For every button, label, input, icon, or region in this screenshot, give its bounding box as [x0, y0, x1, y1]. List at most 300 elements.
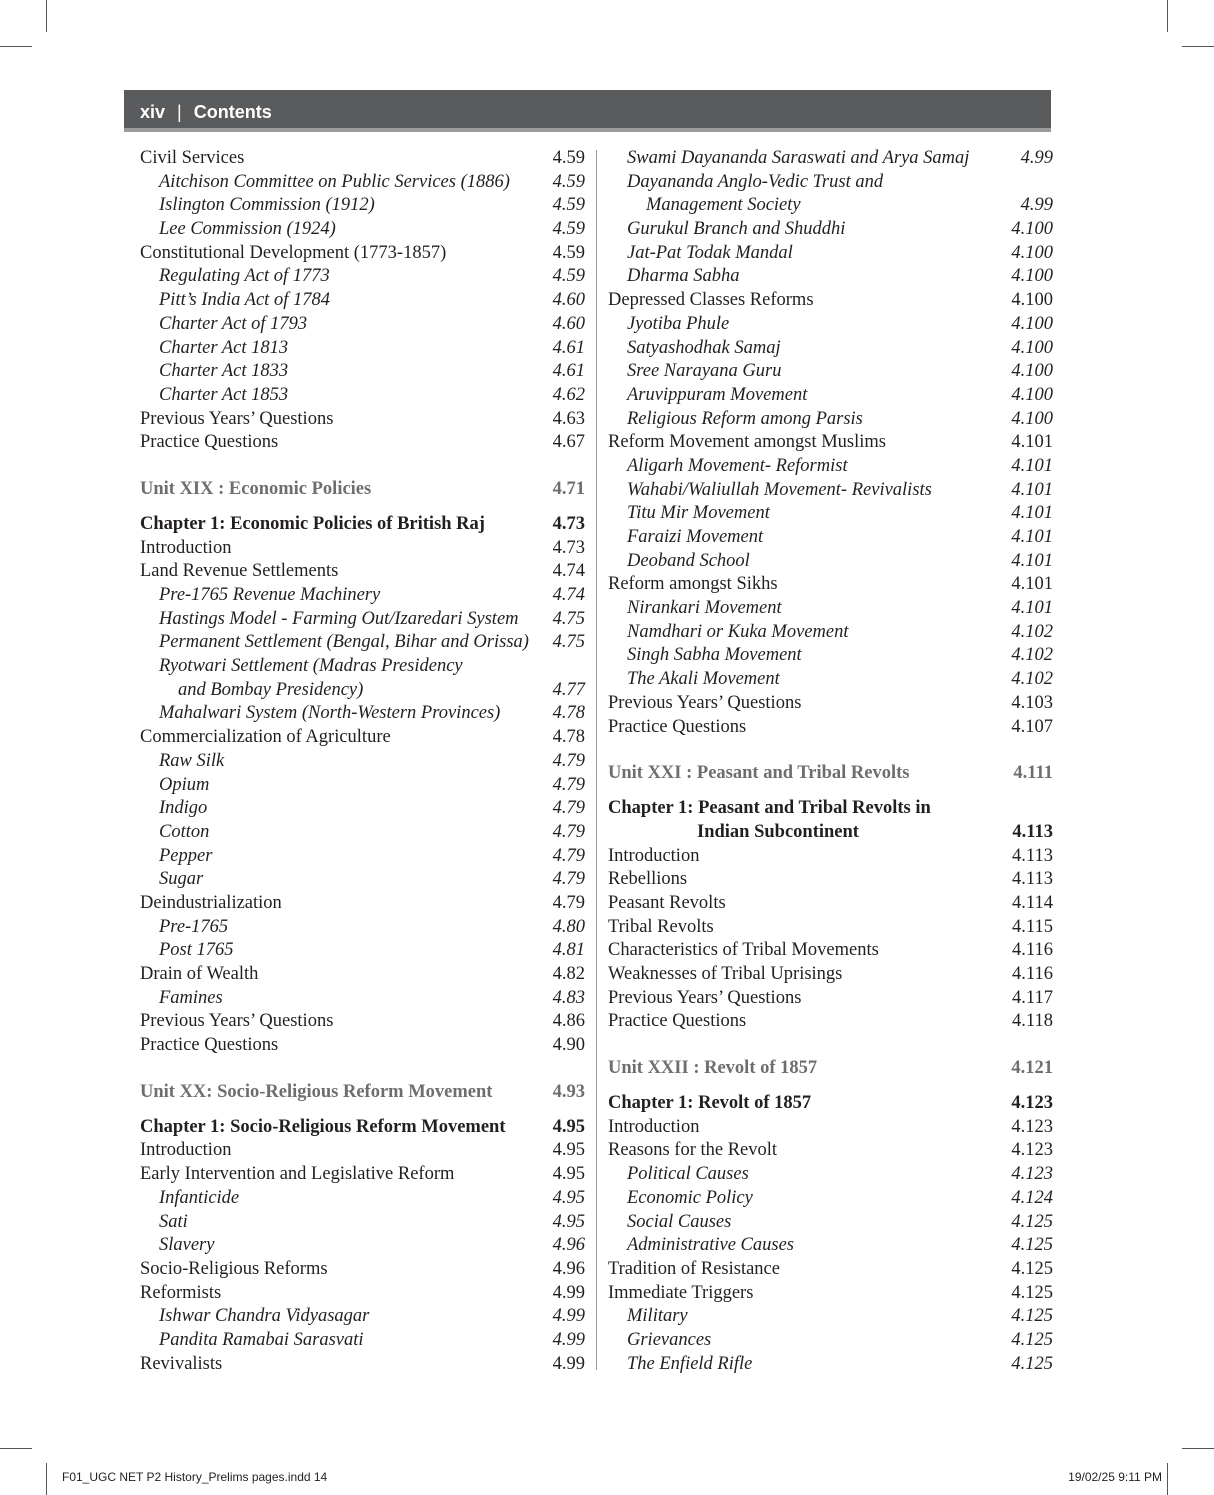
toc-entry-page: 4.125	[1011, 1353, 1053, 1374]
toc-unit-heading[interactable]	[608, 762, 1053, 786]
toc-entry[interactable]	[608, 455, 1053, 479]
crop-mark	[0, 1448, 32, 1449]
toc-entry[interactable]	[608, 313, 1053, 337]
toc-entry[interactable]	[140, 963, 585, 987]
toc-entry-page: 4.59	[552, 171, 585, 192]
toc-entry-page: 4.100	[1011, 337, 1053, 358]
toc-entry-page: 4.74	[552, 585, 585, 605]
toc-entry[interactable]	[608, 1211, 1053, 1235]
toc-entry[interactable]	[608, 1305, 1053, 1329]
crop-mark	[1167, 1463, 1168, 1495]
toc-entry-title: Practice Questions	[140, 1035, 279, 1056]
toc-entry-title: Tradition of Resistance	[608, 1258, 780, 1279]
toc-entry-page: 4.59	[552, 219, 585, 240]
toc-entry-title: Land Revenue Settlements	[140, 561, 339, 582]
toc-chapter-heading[interactable]	[608, 797, 1053, 821]
crop-mark	[1182, 46, 1214, 47]
toc-entry[interactable]	[140, 916, 585, 940]
toc-entry-page: 4.125	[1011, 1329, 1053, 1350]
toc-entry-title: and Bombay Presidency)	[178, 679, 364, 700]
toc-entry-page: 4.77	[552, 679, 585, 700]
toc-entry[interactable]	[140, 337, 585, 361]
toc-entry-title: Cotton	[159, 821, 210, 842]
toc-entry[interactable]	[140, 147, 585, 171]
toc-entry[interactable]	[140, 1305, 585, 1329]
toc-entry-title: Pre-1765 Revenue Machinery	[159, 585, 381, 605]
toc-entry-title: Ishwar Chandra Vidyasagar	[159, 1306, 370, 1327]
toc-entry-page: 4.102	[1011, 621, 1053, 642]
toc-entry[interactable]	[140, 702, 585, 726]
toc-entry[interactable]	[608, 987, 1053, 1011]
toc-entry-title: Dayananda Anglo-Vedic Trust and	[627, 171, 884, 192]
toc-entry-page: 4.102	[1011, 669, 1053, 690]
toc-entry-title: Practice Questions	[140, 432, 279, 453]
toc-entry-title: Indian Subcontinent	[697, 821, 859, 842]
toc-entry-page: 4.99	[552, 1282, 585, 1303]
toc-entry-title: Reasons for the Revolt	[608, 1140, 778, 1161]
toc-entry-page: 4.100	[1011, 219, 1053, 240]
toc-entry-page: 4.101	[1011, 479, 1053, 500]
toc-entry[interactable]	[140, 218, 585, 242]
toc-entry-title: The Enfield Rifle	[627, 1353, 753, 1374]
toc-entry-title: Sree Narayana Guru	[627, 361, 782, 382]
toc-entry[interactable]	[140, 171, 585, 195]
toc-entry-page: 4.79	[552, 869, 585, 890]
toc-entry-page: 4.86	[552, 1011, 585, 1032]
toc-entry-page: 4.75	[552, 608, 585, 629]
toc-entry-title: Chapter 1: Economic Policies of British Raj	[140, 513, 485, 534]
toc-entry-page: 4.63	[552, 408, 585, 429]
toc-entry[interactable]	[608, 1282, 1053, 1306]
toc-entry-page: 4.103	[1011, 692, 1053, 713]
toc-entry[interactable]	[608, 916, 1053, 940]
toc-entry-title: Management Society	[646, 195, 801, 216]
toc-entry-title: Slavery	[159, 1235, 215, 1256]
toc-entry[interactable]	[608, 384, 1053, 408]
toc-entry[interactable]	[140, 560, 585, 584]
toc-entry-title: Previous Years’ Questions	[140, 408, 334, 429]
toc-entry[interactable]	[608, 868, 1053, 892]
toc-entry[interactable]	[608, 573, 1053, 597]
toc-entry-title: Constitutional Development (1773-1857)	[140, 242, 447, 263]
toc-entry-page: 4.101	[1011, 503, 1053, 524]
toc-entry-page: 4.101	[1011, 550, 1053, 571]
toc-entry-title: Infanticide	[159, 1187, 240, 1208]
toc-entry-page: 4.95	[552, 1211, 585, 1232]
toc-entry-title: Sati	[159, 1211, 188, 1232]
toc-entry[interactable]	[140, 655, 585, 679]
toc-entry[interactable]	[608, 337, 1053, 361]
toc-entry-page: 4.101	[1011, 455, 1053, 476]
toc-entry[interactable]	[608, 845, 1053, 869]
toc-entry-title: Post 1765	[159, 940, 234, 961]
toc-entry-title: Hastings Model - Farming Out/Izaredari System	[159, 608, 519, 629]
toc-entry[interactable]	[140, 289, 585, 313]
crop-mark	[1167, 0, 1168, 32]
toc-entry-title: Social Causes	[627, 1211, 732, 1232]
toc-entry-page: 4.73	[552, 513, 585, 534]
toc-entry-page: 4.101	[1011, 432, 1053, 453]
toc-entry-page: 4.59	[552, 195, 585, 216]
toc-entry[interactable]	[608, 194, 1053, 218]
toc-entry-page: 4.60	[552, 313, 585, 334]
toc-entry-page: 4.99	[552, 1353, 585, 1374]
toc-entry-page: 4.83	[552, 987, 585, 1008]
page-number: xiv	[140, 101, 166, 122]
toc-entry-title: Unit XXII : Revolt of 1857	[608, 1058, 818, 1079]
toc-entry[interactable]	[608, 668, 1053, 692]
toc-entry[interactable]	[140, 868, 585, 892]
toc-unit-heading[interactable]	[608, 1057, 1053, 1081]
toc-entry-page: 4.102	[1011, 645, 1053, 666]
toc-entry-page: 4.79	[552, 892, 585, 913]
toc-entry[interactable]	[608, 479, 1053, 503]
toc-entry[interactable]	[608, 171, 1053, 195]
toc-entry[interactable]	[608, 1139, 1053, 1163]
toc-entry[interactable]	[140, 821, 585, 845]
toc-entry-title: Namdhari or Kuka Movement	[627, 621, 849, 642]
toc-entry-page: 4.123	[1011, 1164, 1053, 1185]
footer-timestamp: 19/02/25 9:11 PM	[1068, 1470, 1162, 1484]
toc-entry-title: Faraizi Movement	[627, 527, 764, 547]
toc-entry[interactable]	[140, 537, 585, 561]
toc-entry[interactable]	[608, 1163, 1053, 1187]
toc-entry-title: Aligarh Movement- Reformist	[627, 455, 848, 476]
toc-entry-title: Islington Commission (1912)	[159, 195, 375, 216]
toc-entry-page: 4.59	[552, 242, 585, 263]
toc-entry-title: Administrative Causes	[627, 1235, 795, 1256]
toc-entry[interactable]	[608, 1116, 1053, 1140]
toc-entry-title: Reformists	[140, 1282, 222, 1303]
toc-entry-page: 4.79	[552, 821, 585, 842]
toc-entry-title: Jat-Pat Todak Mandal	[627, 242, 793, 263]
toc-entry[interactable]	[608, 242, 1053, 266]
toc-entry[interactable]	[608, 1329, 1053, 1353]
toc-entry-title: Famines	[159, 987, 223, 1008]
toc-entry-page: 4.107	[1011, 716, 1053, 737]
crop-mark	[46, 0, 47, 32]
toc-entry-page: 4.95	[552, 1187, 585, 1208]
toc-entry-title: Aruvippuram Movement	[627, 384, 808, 405]
toc-entry[interactable]	[608, 939, 1053, 963]
toc-entry-page: 4.100	[1011, 313, 1053, 334]
toc-entry[interactable]	[140, 726, 585, 750]
toc-entry-title: Jyotiba Phule	[627, 313, 730, 334]
toc-entry[interactable]	[140, 1034, 585, 1058]
crop-mark	[46, 1463, 47, 1495]
toc-entry-title: Tribal Revolts	[608, 916, 714, 937]
toc-entry-title: Indigo	[159, 798, 208, 819]
toc-entry-page: 4.113	[1012, 869, 1053, 890]
toc-entry-title: Wahabi/Waliullah Movement- Revivalists	[627, 479, 932, 500]
toc-entry-page: 4.121	[1011, 1058, 1053, 1079]
toc-entry-page: 4.125	[1011, 1306, 1053, 1327]
toc-entry-page: 4.100	[1011, 242, 1053, 263]
crop-mark	[1182, 1448, 1214, 1449]
toc-entry-title: Commercialization of Agriculture	[140, 727, 391, 748]
toc-entry[interactable]	[140, 1163, 585, 1187]
toc-entry-page: 4.118	[1012, 1011, 1053, 1032]
toc-entry-page: 4.117	[1012, 987, 1053, 1008]
toc-entry-title: Immediate Triggers	[608, 1282, 754, 1303]
toc-unit-heading[interactable]	[140, 478, 585, 502]
toc-entry-title: Introduction	[608, 1116, 700, 1137]
toc-entry[interactable]	[140, 1010, 585, 1034]
toc-entry-title: Charter Act 1813	[159, 337, 289, 358]
toc-entry-title: Unit XIX : Economic Policies	[140, 478, 372, 499]
toc-entry-page: 4.82	[552, 964, 585, 984]
toc-entry-title: Charter Act 1853	[159, 384, 289, 405]
toc-entry-title: Unit XXI : Peasant and Tribal Revolts	[608, 763, 910, 784]
toc-entry-title: Economic Policy	[627, 1187, 753, 1208]
toc-entry-page: 4.101	[1011, 574, 1053, 595]
toc-entry-page: 4.100	[1011, 361, 1053, 382]
toc-entry-title: Singh Sabha Movement	[627, 645, 802, 666]
toc-entry-title: Military	[627, 1306, 688, 1327]
toc-entry-page: 4.75	[552, 632, 585, 653]
toc-entry[interactable]	[140, 1234, 585, 1258]
toc-entry-title: Rebellions	[608, 869, 688, 890]
toc-entry-title: Revivalists	[140, 1353, 223, 1374]
page-header	[140, 99, 272, 125]
toc-entry-title: Deindustrialization	[140, 892, 282, 913]
toc-entry-title: Reform Movement amongst Muslims	[608, 432, 886, 453]
toc-entry-page: 4.93	[552, 1081, 585, 1102]
toc-entry-page: 4.96	[552, 1258, 585, 1279]
toc-chapter-heading[interactable]	[608, 1092, 1053, 1116]
toc-entry-page: 4.116	[1012, 964, 1053, 984]
toc-entry-title: Dharma Sabha	[627, 266, 740, 287]
toc-entry-page: 4.101	[1011, 527, 1053, 547]
toc-chapter-heading[interactable]	[140, 513, 585, 537]
toc-entry-title: Practice Questions	[608, 716, 747, 737]
toc-entry[interactable]	[140, 313, 585, 337]
toc-entry[interactable]	[140, 797, 585, 821]
toc-entry-title: Opium	[159, 774, 210, 795]
toc-entry[interactable]	[140, 774, 585, 798]
toc-entry-page: 4.123	[1011, 1140, 1053, 1161]
footer-file: F01_UGC NET P2 History_Prelims pages.indd 14	[62, 1470, 328, 1484]
toc-entry[interactable]	[140, 750, 585, 774]
toc-entry[interactable]	[608, 892, 1053, 916]
toc-entry-title: Chapter 1: Revolt of 1857	[608, 1093, 812, 1114]
toc-entry-page: 4.99	[1020, 195, 1053, 216]
toc-entry-title: Satyashodhak Samaj	[627, 337, 781, 358]
toc-entry-title: Characteristics of Tribal Movements	[608, 940, 879, 961]
toc-entry[interactable]	[608, 550, 1053, 574]
toc-entry[interactable]	[608, 621, 1053, 645]
toc-right-column	[608, 147, 1053, 1376]
toc-entry-title: Introduction	[140, 1140, 232, 1161]
toc-entry[interactable]	[140, 1187, 585, 1211]
toc-entry-title: Regulating Act of 1773	[159, 266, 330, 287]
toc-entry-title: Grievances	[627, 1329, 712, 1350]
toc-entry[interactable]	[140, 939, 585, 963]
toc-entry-page: 4.100	[1011, 290, 1053, 311]
toc-entry-page: 4.125	[1011, 1235, 1053, 1256]
toc-entry-title: Lee Commission (1924)	[159, 219, 336, 240]
toc-entry[interactable]	[608, 502, 1053, 526]
toc-entry-title: Pepper	[159, 845, 213, 866]
toc-entry[interactable]	[140, 1211, 585, 1235]
toc-entry-title: Mahalwari System (North-Western Provinces)	[159, 703, 501, 724]
toc-entry[interactable]	[140, 892, 585, 916]
toc-entry-title: Previous Years’ Questions	[608, 987, 802, 1008]
toc-entry-page: 4.79	[552, 845, 585, 866]
toc-entry-page: 4.78	[552, 727, 585, 748]
toc-entry-page: 4.125	[1011, 1258, 1053, 1279]
toc-entry[interactable]	[140, 1258, 585, 1282]
header-separator: |	[177, 101, 182, 122]
toc-entry-page: 4.123	[1011, 1116, 1053, 1137]
toc-chapter-heading[interactable]	[140, 1116, 585, 1140]
toc-entry[interactable]	[140, 608, 585, 632]
toc-entry[interactable]	[140, 1329, 585, 1353]
toc-entry-page: 4.99	[1020, 148, 1053, 168]
toc-entry-title: Pre-1765	[159, 916, 229, 937]
toc-entry[interactable]	[608, 692, 1053, 716]
toc-entry-page: 4.79	[552, 774, 585, 795]
toc-entry-page: 4.101	[1011, 598, 1053, 619]
toc-entry-page: 4.61	[552, 361, 585, 382]
toc-entry-page: 4.62	[552, 384, 585, 405]
toc-entry[interactable]	[608, 644, 1053, 668]
toc-entry-page: 4.59	[552, 266, 585, 287]
toc-entry-title: Depressed Classes Reforms	[608, 290, 814, 311]
toc-entry[interactable]	[140, 1353, 585, 1377]
toc-entry-title: Civil Services	[140, 148, 245, 168]
toc-entry[interactable]	[140, 431, 585, 455]
toc-entry-title: Chapter 1: Socio-Religious Reform Movement	[140, 1116, 506, 1137]
toc-entry-title: Raw Silk	[159, 750, 225, 771]
toc-left-column	[140, 147, 585, 1376]
toc-entry[interactable]	[608, 360, 1053, 384]
toc-entry-page: 4.114	[1012, 892, 1053, 913]
toc-entry[interactable]	[140, 1282, 585, 1306]
toc-entry[interactable]	[140, 194, 585, 218]
toc-entry-page: 4.79	[552, 798, 585, 819]
toc-entry[interactable]	[608, 963, 1053, 987]
toc-entry-page: 4.124	[1011, 1187, 1053, 1208]
toc-entry-title: Swami Dayananda Saraswati and Arya Samaj	[627, 148, 970, 168]
toc-entry-title: Practice Questions	[608, 1011, 747, 1032]
toc-entry-title: Introduction	[608, 845, 700, 866]
toc-entry[interactable]	[608, 431, 1053, 455]
toc-entry-page: 4.61	[552, 337, 585, 358]
toc-entry-title: Early Intervention and Legislative Reform	[140, 1164, 455, 1185]
toc-chapter-heading-cont[interactable]	[608, 821, 1053, 845]
toc-entry-title: Charter Act 1833	[159, 361, 289, 382]
toc-entry-title: Reform amongst Sikhs	[608, 574, 778, 595]
toc-entry[interactable]	[140, 360, 585, 384]
toc-entry-page: 4.125	[1011, 1211, 1053, 1232]
column-divider	[596, 150, 597, 1370]
toc-entry-page: 4.95	[552, 1140, 585, 1161]
toc-entry-title: Ryotwari Settlement (Madras Presidency	[159, 656, 463, 677]
toc-entry-page: 4.96	[552, 1235, 585, 1256]
toc-entry-title: Permanent Settlement (Bengal, Bihar and Orissa)	[159, 632, 529, 653]
toc-entry-page: 4.95	[552, 1164, 585, 1185]
toc-entry-title: Previous Years’ Questions	[608, 692, 802, 713]
toc-entry[interactable]	[140, 631, 585, 655]
toc-entry[interactable]	[140, 242, 585, 266]
toc-entry[interactable]	[608, 597, 1053, 621]
toc-entry-page: 4.123	[1011, 1093, 1053, 1114]
toc-entry-title: The Akali Movement	[627, 669, 780, 690]
toc-entry-title: Deoband School	[627, 550, 750, 571]
toc-entry-page: 4.81	[552, 940, 585, 961]
toc-entry-title: Introduction	[140, 537, 232, 558]
toc-unit-heading[interactable]	[140, 1081, 585, 1105]
toc-entry[interactable]	[608, 1258, 1053, 1282]
toc-entry[interactable]	[608, 1353, 1053, 1377]
toc-entry-page: 4.113	[1012, 821, 1053, 842]
toc-entry-page: 4.113	[1012, 845, 1053, 866]
toc-entry-page: 4.100	[1011, 384, 1053, 405]
toc-entry[interactable]	[608, 1187, 1053, 1211]
toc-entry-title: Nirankari Movement	[627, 598, 782, 619]
toc-entry-title: Religious Reform among Parsis	[627, 408, 863, 429]
toc-entry-title: Gurukul Branch and Shuddhi	[627, 219, 846, 240]
toc-entry-page: 4.125	[1011, 1282, 1053, 1303]
toc-entry-page: 4.67	[552, 432, 585, 453]
toc-entry-page: 4.115	[1012, 916, 1053, 937]
toc-entry-page: 4.71	[552, 478, 585, 499]
toc-entry-title: Weaknesses of Tribal Uprisings	[608, 964, 843, 984]
toc-entry-page: 4.78	[552, 703, 585, 724]
toc-entry[interactable]	[608, 1234, 1053, 1258]
toc-entry-page: 4.99	[552, 1329, 585, 1350]
toc-entry[interactable]	[140, 987, 585, 1011]
toc-entry-title: Peasant Revolts	[608, 892, 726, 913]
toc-entry-page: 4.90	[552, 1035, 585, 1056]
toc-entry[interactable]	[608, 147, 1053, 171]
toc-entry-title: Political Causes	[627, 1164, 749, 1185]
toc-entry-title: Unit XX: Socio-Religious Reform Movement	[140, 1081, 493, 1102]
toc-entry[interactable]	[608, 1010, 1053, 1034]
toc-entry-page: 4.74	[552, 561, 585, 582]
toc-entry[interactable]	[140, 845, 585, 869]
toc-entry-title: Aitchison Committee on Public Services (1886)	[159, 171, 510, 192]
toc-entry-title: Previous Years’ Questions	[140, 1011, 334, 1032]
toc-entry[interactable]	[140, 584, 585, 608]
toc-entry-title: Charter Act of 1793	[159, 313, 308, 334]
toc-entry[interactable]	[608, 218, 1053, 242]
toc-entry[interactable]	[140, 384, 585, 408]
toc-entry-page: 4.79	[552, 750, 585, 771]
toc-entry[interactable]	[140, 265, 585, 289]
toc-entry-page: 4.111	[1013, 763, 1053, 784]
toc-entry[interactable]	[608, 526, 1053, 550]
toc-entry[interactable]	[140, 408, 585, 432]
toc-entry-page: 4.100	[1011, 266, 1053, 287]
toc-entry-page: 4.59	[552, 148, 585, 168]
toc-entry-title: Pitt’s India Act of 1784	[159, 290, 330, 311]
toc-entry[interactable]	[140, 679, 585, 703]
toc-entry-page: 4.99	[552, 1306, 585, 1327]
toc-entry[interactable]	[608, 289, 1053, 313]
toc-entry[interactable]	[140, 1139, 585, 1163]
page-title: Contents	[193, 101, 272, 122]
toc-entry-page: 4.95	[552, 1116, 585, 1137]
toc-entry-title: Pandita Ramabai Sarasvati	[159, 1329, 364, 1350]
toc-entry[interactable]	[608, 265, 1053, 289]
toc-entry-title: Sugar	[159, 869, 204, 890]
toc-entry-page: 4.80	[552, 916, 585, 937]
toc-entry-page: 4.100	[1011, 408, 1053, 429]
toc-entry[interactable]	[608, 716, 1053, 740]
toc-entry[interactable]	[608, 408, 1053, 432]
